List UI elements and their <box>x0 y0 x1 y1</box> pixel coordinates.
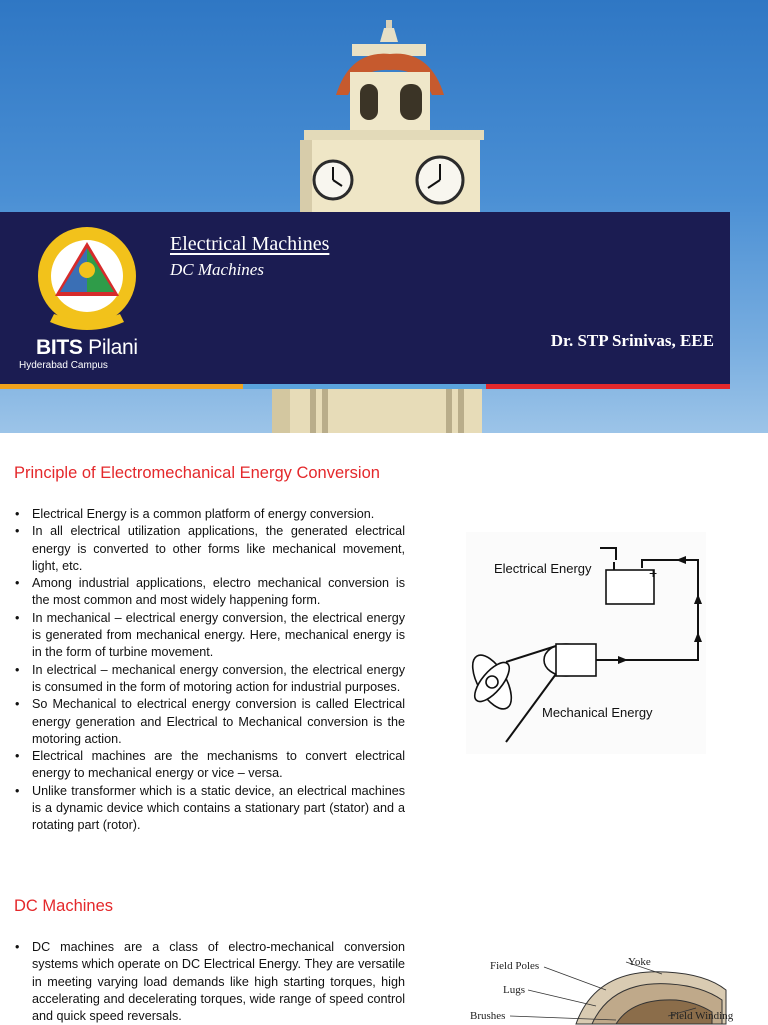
list-item: • Among industrial applications, electro mechanical conversion is the most common and most widely happening form. <box>14 575 405 610</box>
list-item: • Unlike transformer which is a static device, an electrical machines is a dynamic device which contains a stationary part (stator) and a rotating part (rotor). <box>14 783 405 835</box>
dc-machines-bullet-list <box>14 939 405 1025</box>
stripe-red <box>486 384 730 389</box>
section-heading-dc-machines: DC Machines <box>14 897 114 915</box>
lugs-label: Lugs <box>503 984 525 996</box>
list-item: • DC machines are a class of electro-mechanical conversion systems which operate on DC Electrical Energy. They are versatile in meeting varying load demands like high starting torques, high accelerating and decelerating torques, wide range of speed control and quick speed reversals. <box>14 939 405 1025</box>
yoke-label: Yoke <box>628 956 651 968</box>
mechanical-energy-label: Mechanical Energy <box>542 705 653 720</box>
energy-conversion-figure <box>466 532 706 754</box>
list-item: • So Mechanical to electrical energy conversion is called Electrical energy generation and Electrical to Mechanical conversion is the motoring action. <box>14 696 405 748</box>
section-heading-principle: Principle of Electromechanical Energy Conversion <box>14 464 380 482</box>
wordmark-bold: BITS <box>36 336 83 359</box>
campus-label: Hyderabad Campus <box>19 360 108 371</box>
bits-pilani-wordmark <box>36 336 138 360</box>
list-item: • Electrical Energy is a common platform of energy conversion. <box>14 506 405 523</box>
battery-plus-sign: + <box>649 565 658 581</box>
bits-logo <box>20 226 154 334</box>
wordmark-rest: Pilani <box>82 336 138 359</box>
list-item: • In electrical – mechanical energy conversion, the electrical energy is consumed in the form of motoring action for industrial purposes. <box>14 662 405 697</box>
deck-author: Dr. STP Srinivas, EEE <box>550 331 714 350</box>
electrical-energy-label: Electrical Energy <box>494 561 592 576</box>
field-poles-label: Field Poles <box>490 960 540 972</box>
deck-title: Electrical Machines <box>170 233 330 255</box>
dc-machine-diagram <box>466 950 734 1024</box>
list-item: • In mechanical – electrical energy conversion, the electrical energy is generated from mechanical energy. Here, mechanical energy is in the form of turbine movement. <box>14 610 405 662</box>
deck-subtitle: DC Machines <box>170 260 264 279</box>
banner-color-stripe <box>0 384 730 389</box>
list-item: • In all electrical utilization applications, the generated electrical energy is converted to other forms like mechanical movement, light, etc. <box>14 523 405 575</box>
stripe-blue <box>243 384 486 389</box>
list-item: • Electrical machines are the mechanisms to convert electrical energy to mechanical energy or vice – versa. <box>14 748 405 783</box>
field-winding-label: Field Winding <box>670 1010 734 1022</box>
stripe-orange <box>0 384 243 389</box>
brushes-label: Brushes <box>470 1010 506 1022</box>
principle-bullet-list <box>14 506 405 835</box>
